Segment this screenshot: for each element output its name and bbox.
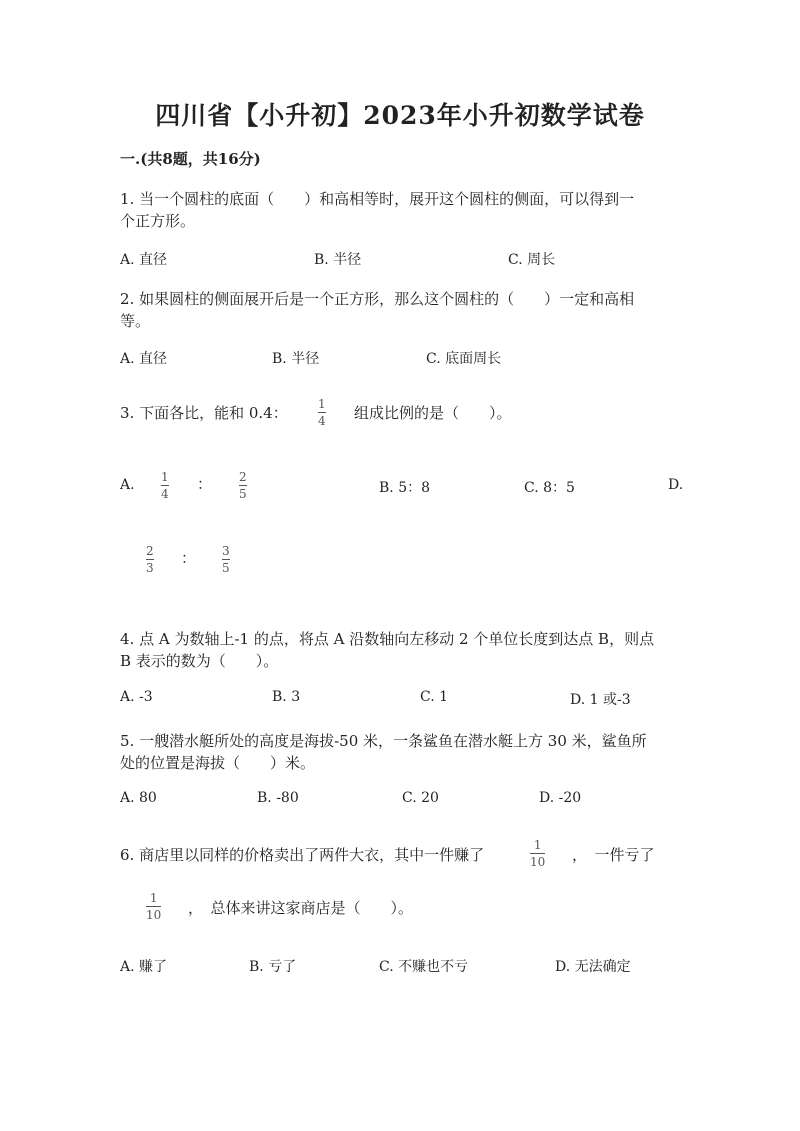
fraction-denominator: 4 (318, 414, 326, 428)
question-5-option-c: C. 20 (402, 790, 439, 806)
fraction-bar (146, 559, 154, 560)
question-6-option-b: B. 亏了 (249, 959, 297, 975)
question-3-suffix: 组成比例的是（ ）。 (354, 404, 512, 422)
question-2-option-c: C. 底面周长 (426, 351, 502, 367)
question-5-line-1: 5. 一艘潜水艇所处的高度是海拔-50 米，一条鲨鱼在潜水艇上方 30 米，鲨鱼所 (120, 732, 647, 750)
question-6-option-c: C. 不赚也不亏 (379, 959, 469, 975)
fraction-bar (239, 485, 247, 486)
question-6-prefix: 6. 商店里以同样的价格卖出了两件大衣，其中一件赚了 (120, 846, 485, 864)
question-4-option-b: B. 3 (272, 689, 301, 705)
question-3-option-a-fraction-2 (239, 470, 247, 501)
fraction-denominator: 5 (222, 561, 230, 575)
question-3-option-a-colon: ： (197, 475, 213, 493)
question-3-option-d-colon: ： (181, 549, 197, 567)
question-3-option-d-fraction-2 (222, 544, 230, 575)
question-2-option-a: A. 直径 (120, 351, 168, 367)
question-3-option-a-label: A. (120, 477, 135, 493)
question-5-line-2: 处的位置是海拔（ ）米。 (120, 754, 316, 772)
question-1-line-2: 个正方形。 (120, 212, 196, 230)
question-6-middle: ， 一件亏了 (572, 846, 655, 864)
section-heading: 一.(共8题，共16分) (120, 150, 261, 168)
fraction-bar (318, 412, 326, 413)
question-4-line-2: B 表示的数为（ ）。 (120, 652, 279, 670)
question-5-option-b: B. -80 (257, 790, 299, 806)
fraction-numerator: 3 (222, 544, 230, 558)
question-3-option-a-fraction-1 (161, 470, 169, 501)
fraction-numerator: 2 (239, 470, 247, 484)
question-4-line-1: 4. 点 A 为数轴上-1 的点，将点 A 沿数轴向左移动 2 个单位长度到达点 B，则点 (120, 630, 655, 648)
question-3-option-d-label: D. (668, 477, 684, 493)
fraction-numerator: 2 (146, 544, 154, 558)
fraction-denominator: 3 (146, 561, 154, 575)
question-6-fraction-2 (146, 891, 161, 922)
question-6-fraction-1 (530, 838, 545, 869)
question-2-option-b: B. 半径 (272, 351, 320, 367)
question-4-option-a: A. -3 (120, 689, 153, 705)
question-3-option-c: C. 8：5 (524, 480, 575, 496)
question-1-option-b: B. 半径 (314, 252, 362, 268)
fraction-denominator: 4 (161, 487, 169, 501)
fraction-denominator: 10 (530, 855, 546, 869)
question-5-option-d: D. -20 (539, 790, 582, 806)
fraction-denominator: 10 (146, 908, 162, 922)
fraction-bar (222, 559, 230, 560)
fraction-numerator: 1 (149, 891, 158, 905)
fraction-numerator: 1 (161, 470, 169, 484)
question-6-suffix: ， 总体来讲这家商店是（ ）。 (188, 899, 414, 917)
question-5-option-a: A. 80 (120, 790, 157, 806)
fraction-denominator: 5 (239, 487, 247, 501)
question-4-option-d: D. 1 或-3 (570, 692, 631, 708)
question-1-option-a: A. 直径 (120, 252, 168, 268)
question-4-option-c: C. 1 (420, 689, 449, 705)
page-title: 四川省【小升初】2023年小升初数学试卷 (155, 101, 645, 130)
question-6-option-a: A. 赚了 (120, 959, 168, 975)
question-3-option-d-fraction-1 (146, 544, 154, 575)
question-2-line-2: 等。 (120, 312, 151, 330)
question-1-line-1: 1. 当一个圆柱的底面（ ）和高相等时，展开这个圆柱的侧面，可以得到一 (120, 190, 635, 208)
question-3-fraction (318, 397, 326, 428)
fraction-bar (530, 853, 545, 854)
fraction-bar (161, 485, 169, 486)
question-1-option-c: C. 周长 (508, 252, 556, 268)
fraction-numerator: 1 (318, 397, 326, 411)
fraction-bar (146, 906, 161, 907)
question-3-option-b: B. 5：8 (379, 480, 431, 496)
fraction-numerator: 1 (533, 838, 542, 852)
question-6-option-d: D. 无法确定 (555, 959, 631, 975)
question-3-prefix: 3. 下面各比，能和 0.4： (120, 404, 288, 422)
question-2-line-1: 2. 如果圆柱的侧面展开后是一个正方形，那么这个圆柱的（ ）一定和高相 (120, 290, 635, 308)
